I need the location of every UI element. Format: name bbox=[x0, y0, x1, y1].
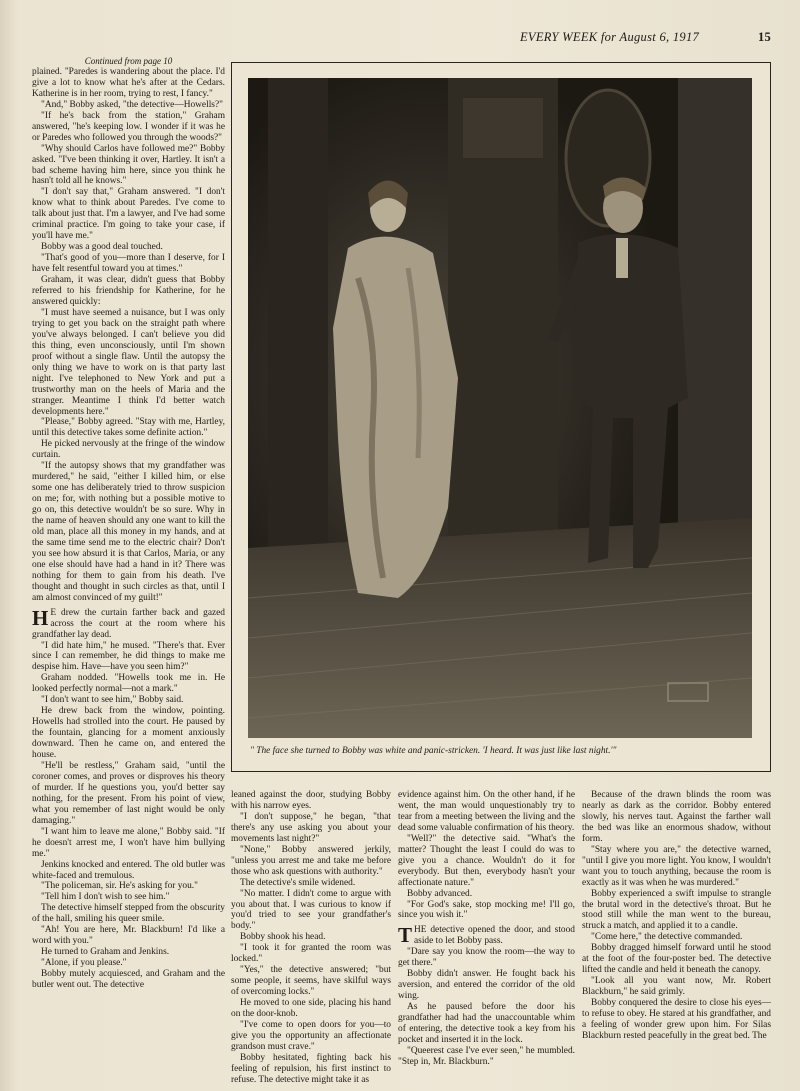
paragraph: "The policeman, sir. He's asking for you." bbox=[41, 881, 198, 892]
paragraph: "None," Bobby answered jerkily, "unless you arrest me and take me before those who ask questions with authority." bbox=[231, 844, 391, 877]
paragraph: The detective's smile widened. bbox=[240, 877, 356, 888]
paragraph-text: E drew the curtain farther back and gazed across the court at the room where his grandfather lay dead. bbox=[32, 607, 225, 640]
paragraph: "I don't say that," Graham answered. "I don't know what to think about Paredes. I've come to talk about just that. I'm a lawyer, and I've had some criminal practice. I'm going to take your case, if you'll have me." bbox=[32, 187, 225, 242]
dropcap-paragraph bbox=[32, 605, 225, 641]
continued-note: Continued from page 10 bbox=[84, 56, 173, 66]
paragraph: Graham, it was clear, didn't guess that Bobby referred to his friendship for Katherine, for he answered quickly: bbox=[32, 275, 225, 307]
paragraph: "And," Bobby asked, "the detective—Howells?" bbox=[41, 99, 223, 110]
paragraph: He turned to Graham and Jenkins. bbox=[41, 947, 170, 958]
paragraph: "Ah! You are here, Mr. Blackburn! I'd like a word with you." bbox=[32, 925, 225, 947]
paragraph: "Stay where you are," the detective warned, "until I give you more light. You know, I wouldn't want you to touch anything, because the room is exactly as it was when he was murdered." bbox=[582, 844, 771, 888]
paragraph: Bobby was a good deal touched. bbox=[41, 242, 163, 253]
paragraph: Because of the drawn blinds the room was nearly as dark as the corridor. Bobby entered slowly, his nerves taut. Against the farther wall the bed was like an enormous shadow, without form. bbox=[582, 790, 771, 844]
page-number: 15 bbox=[758, 30, 772, 44]
paragraph: He moved to one side, placing his hand on the door-knob. bbox=[231, 998, 391, 1020]
paragraph: "I took it for granted the room was locked." bbox=[231, 943, 391, 965]
paragraph: "That's good of you—more than I deserve, for I have felt resentful toward you at times." bbox=[32, 253, 225, 275]
paragraph-text: HE detective opened the door, and stood aside to let Bobby pass. bbox=[414, 925, 575, 947]
header-title: EVERY WEEK for August 6, 1917 bbox=[520, 30, 700, 44]
dropcap-paragraph bbox=[398, 925, 575, 947]
paragraph: evidence against him. On the other hand, if he went, the man would unquestionably try to tear from a meeting between the living and the dead some valuable confirmation of his theory. bbox=[398, 790, 575, 833]
paragraph: Bobby advanced. bbox=[407, 888, 473, 899]
paragraph: "If the autopsy shows that my grandfather was murdered," he said, "either I killed him, or else some one has deliberately tried to throw suspicion on me; for, with nothing but a possible motive to go on, this detective wouldn't be so sure. Why in the name of heaven should any one want to kill the old man, place all this money in my hands, and at the same time send me to the electric chair? Don't you see how absurd it is that Carlos, Maria, or any one else should have had a hand in it? There was nothing for them to gain from his death. I've thought and thought in such circles as that, until I am almost convinced of my guilt!" bbox=[32, 461, 225, 603]
paragraph: Bobby conquered the desire to close his eyes—to refuse to obey. He stared at his grandfather, and a feeling of wonder grew upon him. For Silas Blackburn rested peacefully in the great bed. The bbox=[582, 998, 771, 1041]
paragraph: Jenkins knocked and entered. The old butler was white-faced and tremulous. bbox=[32, 859, 225, 881]
paragraph: "I don't want to see him," Bobby said. bbox=[41, 695, 184, 706]
paragraph: Graham nodded. "Howells took me in. He looked perfectly normal—not a mark." bbox=[32, 673, 225, 695]
paragraph: He drew back from the window, pointing. Howells had strolled into the court. He paused by the fountain, glancing for a moment anxiously downward. Then he came on, and entered the house. bbox=[32, 706, 225, 761]
paragraph: Bobby mutely acquiesced, and Graham and the butler went out. The detective bbox=[32, 969, 225, 991]
text-column-1 bbox=[32, 56, 225, 1086]
paragraph: He picked nervously at the fringe of the window curtain. bbox=[32, 439, 225, 461]
paragraph: "Yes," the detective answered; "but some people, it seems, have skilful ways of overcoming locks." bbox=[231, 965, 391, 998]
paragraph: "I must have seemed a nuisance, but I was only trying to get you back on the straight path where you've always belonged. I can't believe you did this thing, even unconsciously, until I'm shown proof without a single flaw. Until the autopsy the only thing we have to work on is that party last night. I've telephoned to New York and put a trustworthy man on the heels of Maria and the stranger. Meantime I think I'd better watch developments here." bbox=[32, 307, 225, 417]
drop-cap: T bbox=[398, 923, 413, 948]
paragraph: "For God's sake, stop mocking me! I'll go, since you wish it." bbox=[398, 899, 575, 921]
paragraph: "Come here," the detective commanded. bbox=[591, 932, 743, 943]
door-panel bbox=[268, 78, 328, 598]
text-column-2 bbox=[231, 790, 391, 1086]
paragraph: "I don't suppose," he began, "that there's any use asking you about your movements last night?" bbox=[231, 811, 391, 844]
paragraph: "Why should Carlos have followed me?" Bobby asked. "I've been thinking it over, Hartley. It isn't a bad scheme having him here, since you think he hasn't told all he knows." bbox=[32, 143, 225, 187]
paragraph: leaned against the door, studying Bobby with his narrow eyes. bbox=[231, 790, 391, 811]
running-header bbox=[520, 30, 780, 45]
paragraph: As he paused before the door his grandfather had had the unaccountable whim of entering, the detective took a key from his pocket and inserted it in the lock. bbox=[398, 1002, 575, 1045]
paragraph: Bobby shook his head. bbox=[240, 932, 326, 943]
illustration-caption: " The face she turned to Bobby was white and panic-stricken. 'I heard. It was just like last night.'" bbox=[250, 746, 617, 756]
paragraph: "Tell him I don't wish to see him." bbox=[41, 892, 170, 903]
paragraph: "I did hate him," he mused. "There's that. Ever since I can remember, he did things to make me despise him. Have—have you seen him?" bbox=[32, 640, 225, 673]
illustration bbox=[248, 78, 752, 738]
paragraph: Bobby dragged himself forward until he stood at the foot of the four-poster bed. The detective lifted the candle and held it beneath the canopy. bbox=[582, 943, 771, 976]
paragraph: "He'll be restless," Graham said, "until the coroner comes, and proves or disproves his theory of murder. If he questions you, you'd better say nothing, for the present. From his point of view, what you remember of last night would be only damaging." bbox=[32, 761, 225, 826]
paragraph: Bobby hesitated, fighting back his feeling of repulsion, his first instinct to refuse. The detective might take it as bbox=[231, 1052, 391, 1085]
drop-cap: H bbox=[32, 605, 49, 630]
paragraph: "No matter. I didn't come to argue with you about that. I was curious to know if you'd tried to see your grandfather's body." bbox=[231, 888, 391, 932]
paragraph: Bobby didn't answer. He fought back his aversion, and entered the corridor of the old wing. bbox=[398, 969, 575, 1002]
paragraph: "If he's back from the station," Graham answered, "he's keeping low. I wonder if it was he or Paredes who followed you through the woods?" bbox=[32, 110, 225, 143]
paragraph: plained. "Paredes is wandering about the place. I'd give a lot to know what he's after at the Cedars. Katherine is in her room, trying to rest, I fancy." bbox=[32, 66, 225, 99]
paragraph: "I've come to open doors for you—to give you the opportunity an affectionate grandson must crave." bbox=[231, 1020, 391, 1052]
text-column-3 bbox=[398, 790, 575, 1086]
text-column-4 bbox=[582, 790, 771, 1086]
paragraph: "Well?" the detective said. "What's the matter? Thought the least I could do was to give you a chance. Wouldn't do it for everybody. But then, everybody hasn't your affectionate nature." bbox=[398, 833, 575, 888]
paragraph: "Look all you want now, Mr. Robert Blackburn," he said grimly. bbox=[582, 976, 771, 998]
paragraph: "I want him to leave me alone," Bobby said. "If he doesn't arrest me, I won't have him bullying me." bbox=[32, 826, 225, 859]
wooden-floor bbox=[248, 518, 752, 738]
paragraph: Bobby experienced a swift impulse to strangle the brutal word in the detective's throat. But he stood still while the man went to the bureau, struck a match, and applied it to a candle. bbox=[582, 888, 771, 932]
paragraph: "Alone, if you please." bbox=[41, 958, 127, 969]
paragraph: "Please," Bobby agreed. "Stay with me, Hartley, until this detective takes some definite action." bbox=[32, 417, 225, 439]
paragraph: "Queerest case I've ever seen," he mumbled. "Step in, Mr. Blackburn." bbox=[398, 1045, 575, 1067]
paragraph: The detective himself stepped from the obscurity of the hall, smiling his queer smile. bbox=[32, 903, 225, 925]
paragraph: "Dare say you know the room—the way to get there." bbox=[398, 947, 575, 969]
illustration-art bbox=[248, 78, 752, 738]
